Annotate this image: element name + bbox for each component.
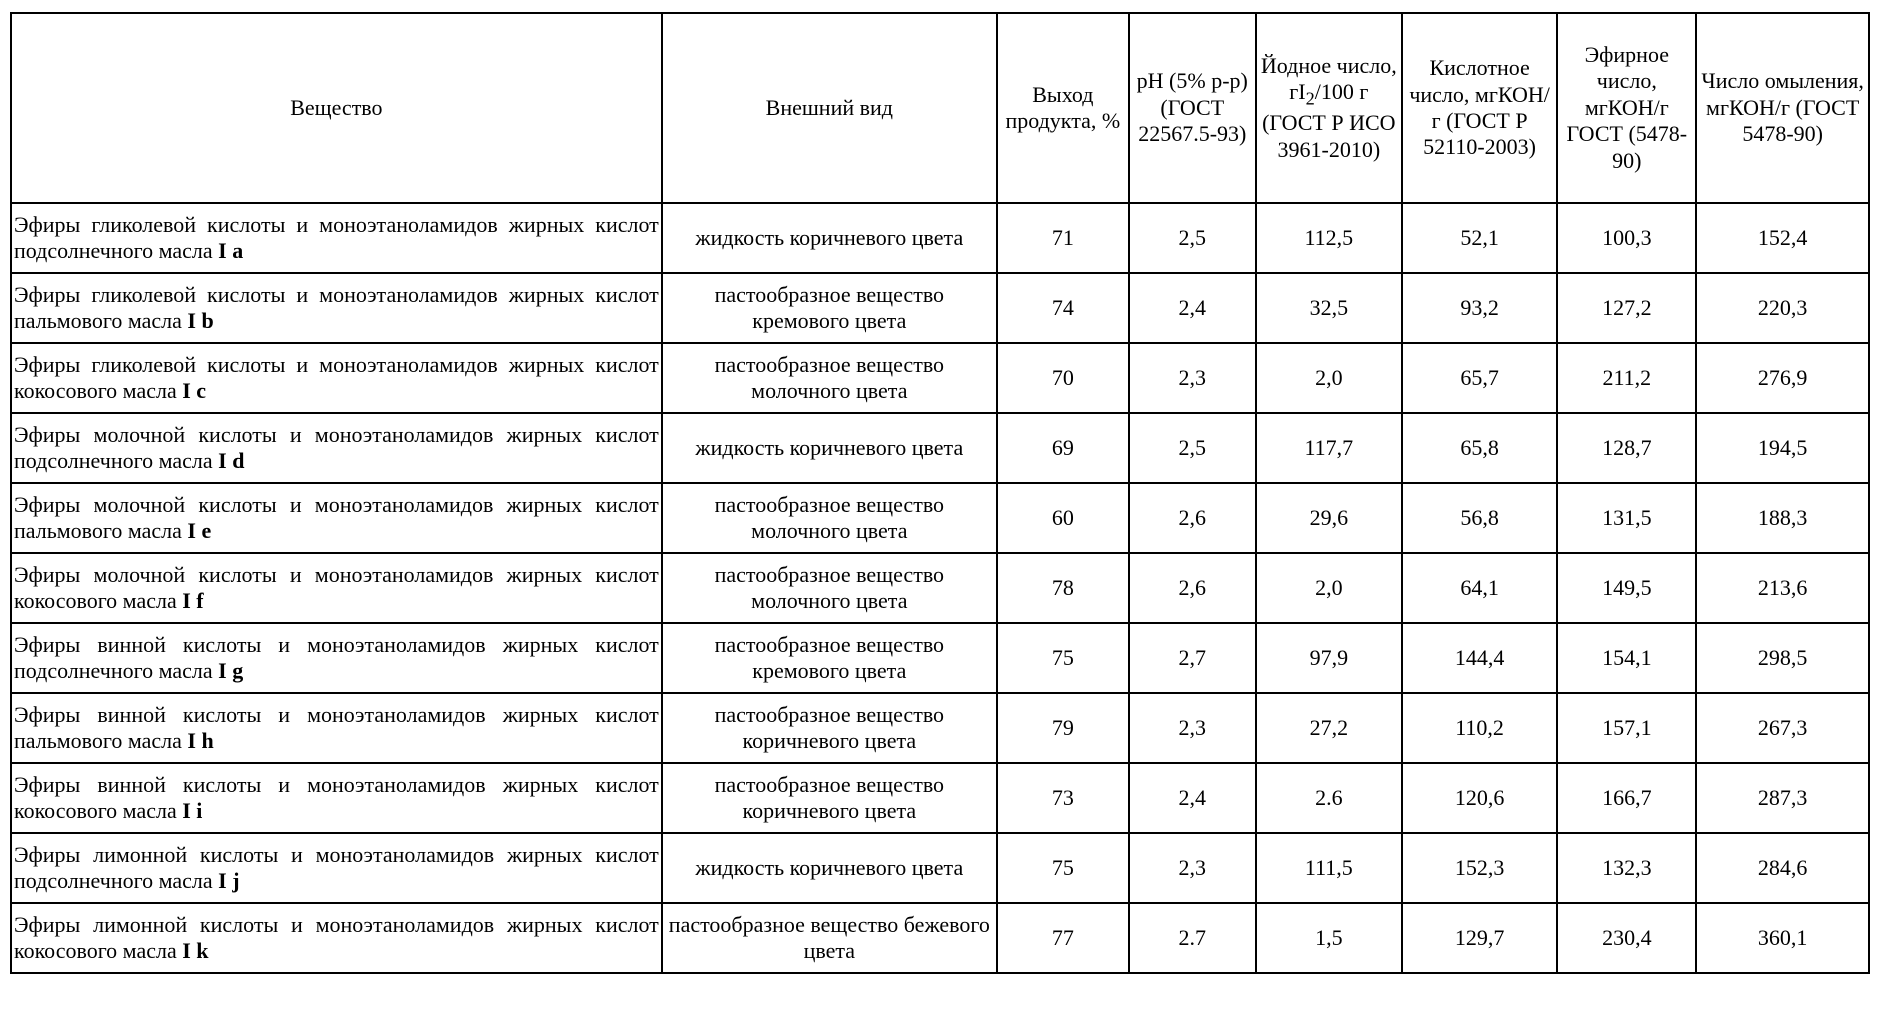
cell-substance — [11, 483, 662, 553]
cell-saponification: 220,3 — [1696, 273, 1869, 343]
cell-ph: 2,6 — [1129, 553, 1256, 623]
cell-yield: 71 — [997, 203, 1129, 273]
substance-name: Эфиры молочной кислоты и моноэтаноламидов жирных кислот подсолнечного масла — [14, 421, 659, 473]
header-iodine-pre: Йодное число, гI — [1260, 52, 1397, 105]
cell-yield: 69 — [997, 413, 1129, 483]
cell-ester: 127,2 — [1557, 273, 1696, 343]
cell-appearance: пастообразное вещество кремового цвета — [662, 623, 997, 693]
substance-code: I g — [218, 658, 244, 683]
cell-acid: 93,2 — [1402, 273, 1557, 343]
cell-iodine: 2,0 — [1256, 553, 1402, 623]
cell-iodine: 2.6 — [1256, 763, 1402, 833]
cell-substance — [11, 623, 662, 693]
cell-saponification: 276,9 — [1696, 343, 1869, 413]
cell-ester: 154,1 — [1557, 623, 1696, 693]
substance-name: Эфиры лимонной кислоты и моноэтаноламидов жирных кислот кокосового масла — [14, 911, 659, 963]
cell-iodine: 27,2 — [1256, 693, 1402, 763]
cell-ester: 230,4 — [1557, 903, 1696, 973]
cell-acid: 52,1 — [1402, 203, 1557, 273]
table-row — [11, 413, 1869, 483]
header-iodine — [1256, 13, 1402, 203]
substance-name: Эфиры гликолевой кислоты и моноэтаноламидов жирных кислот кокосового масла — [14, 351, 659, 403]
table-row — [11, 623, 1869, 693]
cell-acid: 144,4 — [1402, 623, 1557, 693]
cell-substance — [11, 553, 662, 623]
cell-appearance: жидкость коричневого цвета — [662, 203, 997, 273]
cell-ph: 2,4 — [1129, 273, 1256, 343]
substance-code: I d — [218, 448, 245, 473]
cell-acid: 152,3 — [1402, 833, 1557, 903]
document-page — [10, 12, 1870, 974]
cell-saponification: 267,3 — [1696, 693, 1869, 763]
table-body — [11, 203, 1869, 973]
properties-table — [10, 12, 1870, 974]
table-row — [11, 273, 1869, 343]
substance-code: I e — [187, 518, 212, 543]
cell-iodine: 32,5 — [1256, 273, 1402, 343]
substance-name: Эфиры гликолевой кислоты и моноэтаноламидов жирных кислот пальмового масла — [14, 281, 659, 333]
table-row — [11, 553, 1869, 623]
cell-saponification: 360,1 — [1696, 903, 1869, 973]
cell-iodine: 112,5 — [1256, 203, 1402, 273]
table-row — [11, 763, 1869, 833]
cell-ester: 211,2 — [1557, 343, 1696, 413]
substance-code: I a — [218, 238, 244, 263]
header-iodine-sub: 2 — [1305, 88, 1315, 109]
cell-ph: 2,3 — [1129, 343, 1256, 413]
cell-appearance: пастообразное вещество коричневого цвета — [662, 693, 997, 763]
cell-substance — [11, 903, 662, 973]
header-saponification: Число омыления, мгКОН/г (ГОСТ 5478-90) — [1696, 13, 1869, 203]
cell-appearance: пастообразное вещество бежевого цвета — [662, 903, 997, 973]
cell-appearance: пастообразное вещество коричневого цвета — [662, 763, 997, 833]
cell-yield: 79 — [997, 693, 1129, 763]
cell-ph: 2,3 — [1129, 833, 1256, 903]
table-row — [11, 483, 1869, 553]
cell-iodine: 97,9 — [1256, 623, 1402, 693]
substance-name: Эфиры молочной кислоты и моноэтаноламидов жирных кислот кокосового масла — [14, 561, 659, 613]
cell-substance — [11, 833, 662, 903]
header-ph: pH (5% р-р) (ГОСТ 22567.5-93) — [1129, 13, 1256, 203]
substance-name: Эфиры гликолевой кислоты и моноэтаноламидов жирных кислот подсолнечного масла — [14, 211, 659, 263]
cell-iodine: 111,5 — [1256, 833, 1402, 903]
table-row — [11, 833, 1869, 903]
cell-ester: 100,3 — [1557, 203, 1696, 273]
cell-yield: 74 — [997, 273, 1129, 343]
substance-code: I k — [182, 938, 209, 963]
cell-substance — [11, 693, 662, 763]
cell-acid: 129,7 — [1402, 903, 1557, 973]
cell-acid: 65,7 — [1402, 343, 1557, 413]
substance-name: Эфиры лимонной кислоты и моноэтаноламидов жирных кислот подсолнечного масла — [14, 841, 659, 893]
cell-acid: 56,8 — [1402, 483, 1557, 553]
substance-code: I h — [187, 728, 214, 753]
cell-appearance: пастообразное вещество кремового цвета — [662, 273, 997, 343]
table-row — [11, 343, 1869, 413]
cell-substance — [11, 763, 662, 833]
header-row — [11, 13, 1869, 203]
cell-ester: 149,5 — [1557, 553, 1696, 623]
cell-acid: 110,2 — [1402, 693, 1557, 763]
cell-saponification: 213,6 — [1696, 553, 1869, 623]
table-row — [11, 203, 1869, 273]
header-ester: Эфирное число, мгКОН/г ГОСТ (5478-90) — [1557, 13, 1696, 203]
cell-ester: 157,1 — [1557, 693, 1696, 763]
cell-ester: 166,7 — [1557, 763, 1696, 833]
substance-code: I b — [187, 308, 214, 333]
cell-yield: 73 — [997, 763, 1129, 833]
cell-saponification: 152,4 — [1696, 203, 1869, 273]
cell-saponification: 298,5 — [1696, 623, 1869, 693]
cell-yield: 77 — [997, 903, 1129, 973]
cell-substance — [11, 343, 662, 413]
cell-appearance: пастообразное вещество молочного цвета — [662, 483, 997, 553]
cell-ph: 2.7 — [1129, 903, 1256, 973]
cell-appearance: жидкость коричневого цвета — [662, 833, 997, 903]
header-acid: Кислотное число, мгКОН/г (ГОСТ Р 52110-2003) — [1402, 13, 1557, 203]
table-row — [11, 693, 1869, 763]
substance-name: Эфиры молочной кислоты и моноэтаноламидов жирных кислот пальмового масла — [14, 491, 659, 543]
cell-ph: 2,7 — [1129, 623, 1256, 693]
cell-saponification: 284,6 — [1696, 833, 1869, 903]
cell-appearance: пастообразное вещество молочного цвета — [662, 553, 997, 623]
cell-ester: 132,3 — [1557, 833, 1696, 903]
substance-name: Эфиры винной кислоты и моноэтаноламидов жирных кислот пальмового масла — [14, 701, 659, 753]
table-row — [11, 903, 1869, 973]
cell-yield: 60 — [997, 483, 1129, 553]
cell-ph: 2,4 — [1129, 763, 1256, 833]
cell-saponification: 287,3 — [1696, 763, 1869, 833]
cell-saponification: 194,5 — [1696, 413, 1869, 483]
cell-acid: 65,8 — [1402, 413, 1557, 483]
cell-saponification: 188,3 — [1696, 483, 1869, 553]
substance-code: I f — [182, 588, 204, 613]
cell-substance — [11, 203, 662, 273]
substance-name: Эфиры винной кислоты и моноэтаноламидов жирных кислот подсолнечного масла — [14, 631, 659, 683]
cell-appearance: жидкость коричневого цвета — [662, 413, 997, 483]
header-yield: Выход продукта, % — [997, 13, 1129, 203]
cell-ph: 2,6 — [1129, 483, 1256, 553]
cell-appearance: пастообразное вещество молочного цвета — [662, 343, 997, 413]
header-iodine-post: /100 г (ГОСТ Р ИСО 3961-2010) — [1262, 79, 1396, 162]
cell-substance — [11, 273, 662, 343]
cell-ph: 2,5 — [1129, 413, 1256, 483]
cell-iodine: 29,6 — [1256, 483, 1402, 553]
cell-yield: 78 — [997, 553, 1129, 623]
cell-ester: 128,7 — [1557, 413, 1696, 483]
cell-acid: 120,6 — [1402, 763, 1557, 833]
header-appearance: Внешний вид — [662, 13, 997, 203]
cell-ph: 2,3 — [1129, 693, 1256, 763]
substance-code: I j — [218, 868, 240, 893]
cell-iodine: 2,0 — [1256, 343, 1402, 413]
cell-substance — [11, 413, 662, 483]
cell-yield: 70 — [997, 343, 1129, 413]
substance-code: I i — [182, 798, 203, 823]
substance-code: I c — [182, 378, 207, 403]
cell-iodine: 1,5 — [1256, 903, 1402, 973]
cell-iodine: 117,7 — [1256, 413, 1402, 483]
cell-ester: 131,5 — [1557, 483, 1696, 553]
cell-yield: 75 — [997, 623, 1129, 693]
cell-yield: 75 — [997, 833, 1129, 903]
substance-name: Эфиры винной кислоты и моноэтаноламидов жирных кислот кокосового масла — [14, 771, 659, 823]
cell-ph: 2,5 — [1129, 203, 1256, 273]
header-substance: Вещество — [11, 13, 662, 203]
cell-acid: 64,1 — [1402, 553, 1557, 623]
